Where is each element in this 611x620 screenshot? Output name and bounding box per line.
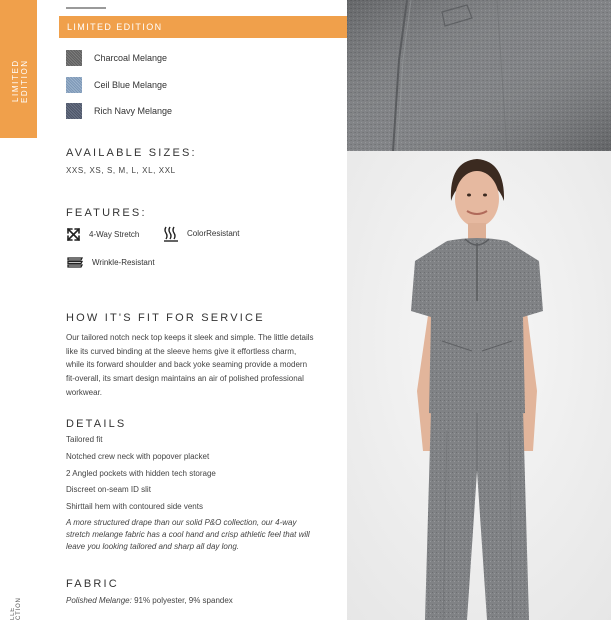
details-list <box>66 435 316 519</box>
color-label: Charcoal Melange <box>94 53 168 64</box>
heat-waves-icon <box>163 225 179 242</box>
color-list <box>66 45 336 125</box>
side-tab-label: LIMITED EDITION <box>11 59 29 103</box>
limited-edition-banner: LIMITED EDITION <box>59 16 347 38</box>
feature-label: ColorResistant <box>187 229 240 238</box>
color-label: Ceil Blue Melange <box>94 79 168 90</box>
detail-item: Tailored fit <box>66 435 103 444</box>
features-heading: FEATURES: <box>66 207 147 219</box>
stacked-fabric-icon <box>66 255 84 269</box>
stretch-arrows-icon <box>66 227 81 242</box>
limited-edition-side-tab <box>0 0 37 138</box>
detail-item: 2 Angled pockets with hidden tech storage <box>66 468 216 478</box>
fabric-value <box>66 596 233 605</box>
fabric-closeup-photo <box>347 0 611 151</box>
feature-wrinkle-resistant <box>66 255 155 269</box>
color-option[interactable] <box>66 72 336 99</box>
feature-color-resistant <box>163 225 239 242</box>
footer-vertical-label: LLE CTION <box>10 597 22 620</box>
model-photo <box>347 151 611 620</box>
details-heading: DETAILS <box>66 418 127 430</box>
sizes-values: XXS, XS, S, M, L, XL, XXL <box>66 166 176 175</box>
detail-item: Shirttail hem with contoured side vents <box>66 502 203 512</box>
sizes-heading: AVAILABLE SIZES: <box>66 147 197 159</box>
detail-item: Notched crew neck with popover placket <box>66 451 210 461</box>
color-label: Rich Navy Melange <box>94 106 173 117</box>
feature-stretch <box>66 227 139 242</box>
rich-navy-swatch <box>66 103 82 119</box>
fit-description: Our tailored notch neck top keeps it sleek and simple. The little details like its curved binding at the sleeve hems give it effortless charm, while its forward shoulder and back yoke seaming provide a modern fit-overall, its smart design maintains an air of polished professional workwear. <box>66 333 314 397</box>
fit-heading: HOW IT'S FIT FOR SERVICE <box>66 312 265 324</box>
top-cropped-text <box>66 0 126 2</box>
ceil-blue-swatch <box>66 77 82 93</box>
color-option[interactable] <box>66 45 336 72</box>
color-option[interactable] <box>66 98 336 125</box>
detail-item: Discreet on-seam ID slit <box>66 485 151 495</box>
fabric-composition: 91% polyester, 9% spandex <box>134 596 233 605</box>
feature-label: 4-Way Stretch <box>89 230 140 239</box>
charcoal-swatch <box>66 50 82 66</box>
details-note: A more structured drape than our solid P&O collection, our 4-way stretch melange fabric has a cool hand and crisp athletic feel that will leave you looking tailored and sharp all day long. <box>66 518 310 551</box>
fabric-name: Polished Melange: <box>66 596 132 605</box>
fabric-heading: FABRIC <box>66 578 119 590</box>
feature-label: Wrinkle-Resistant <box>92 257 155 267</box>
